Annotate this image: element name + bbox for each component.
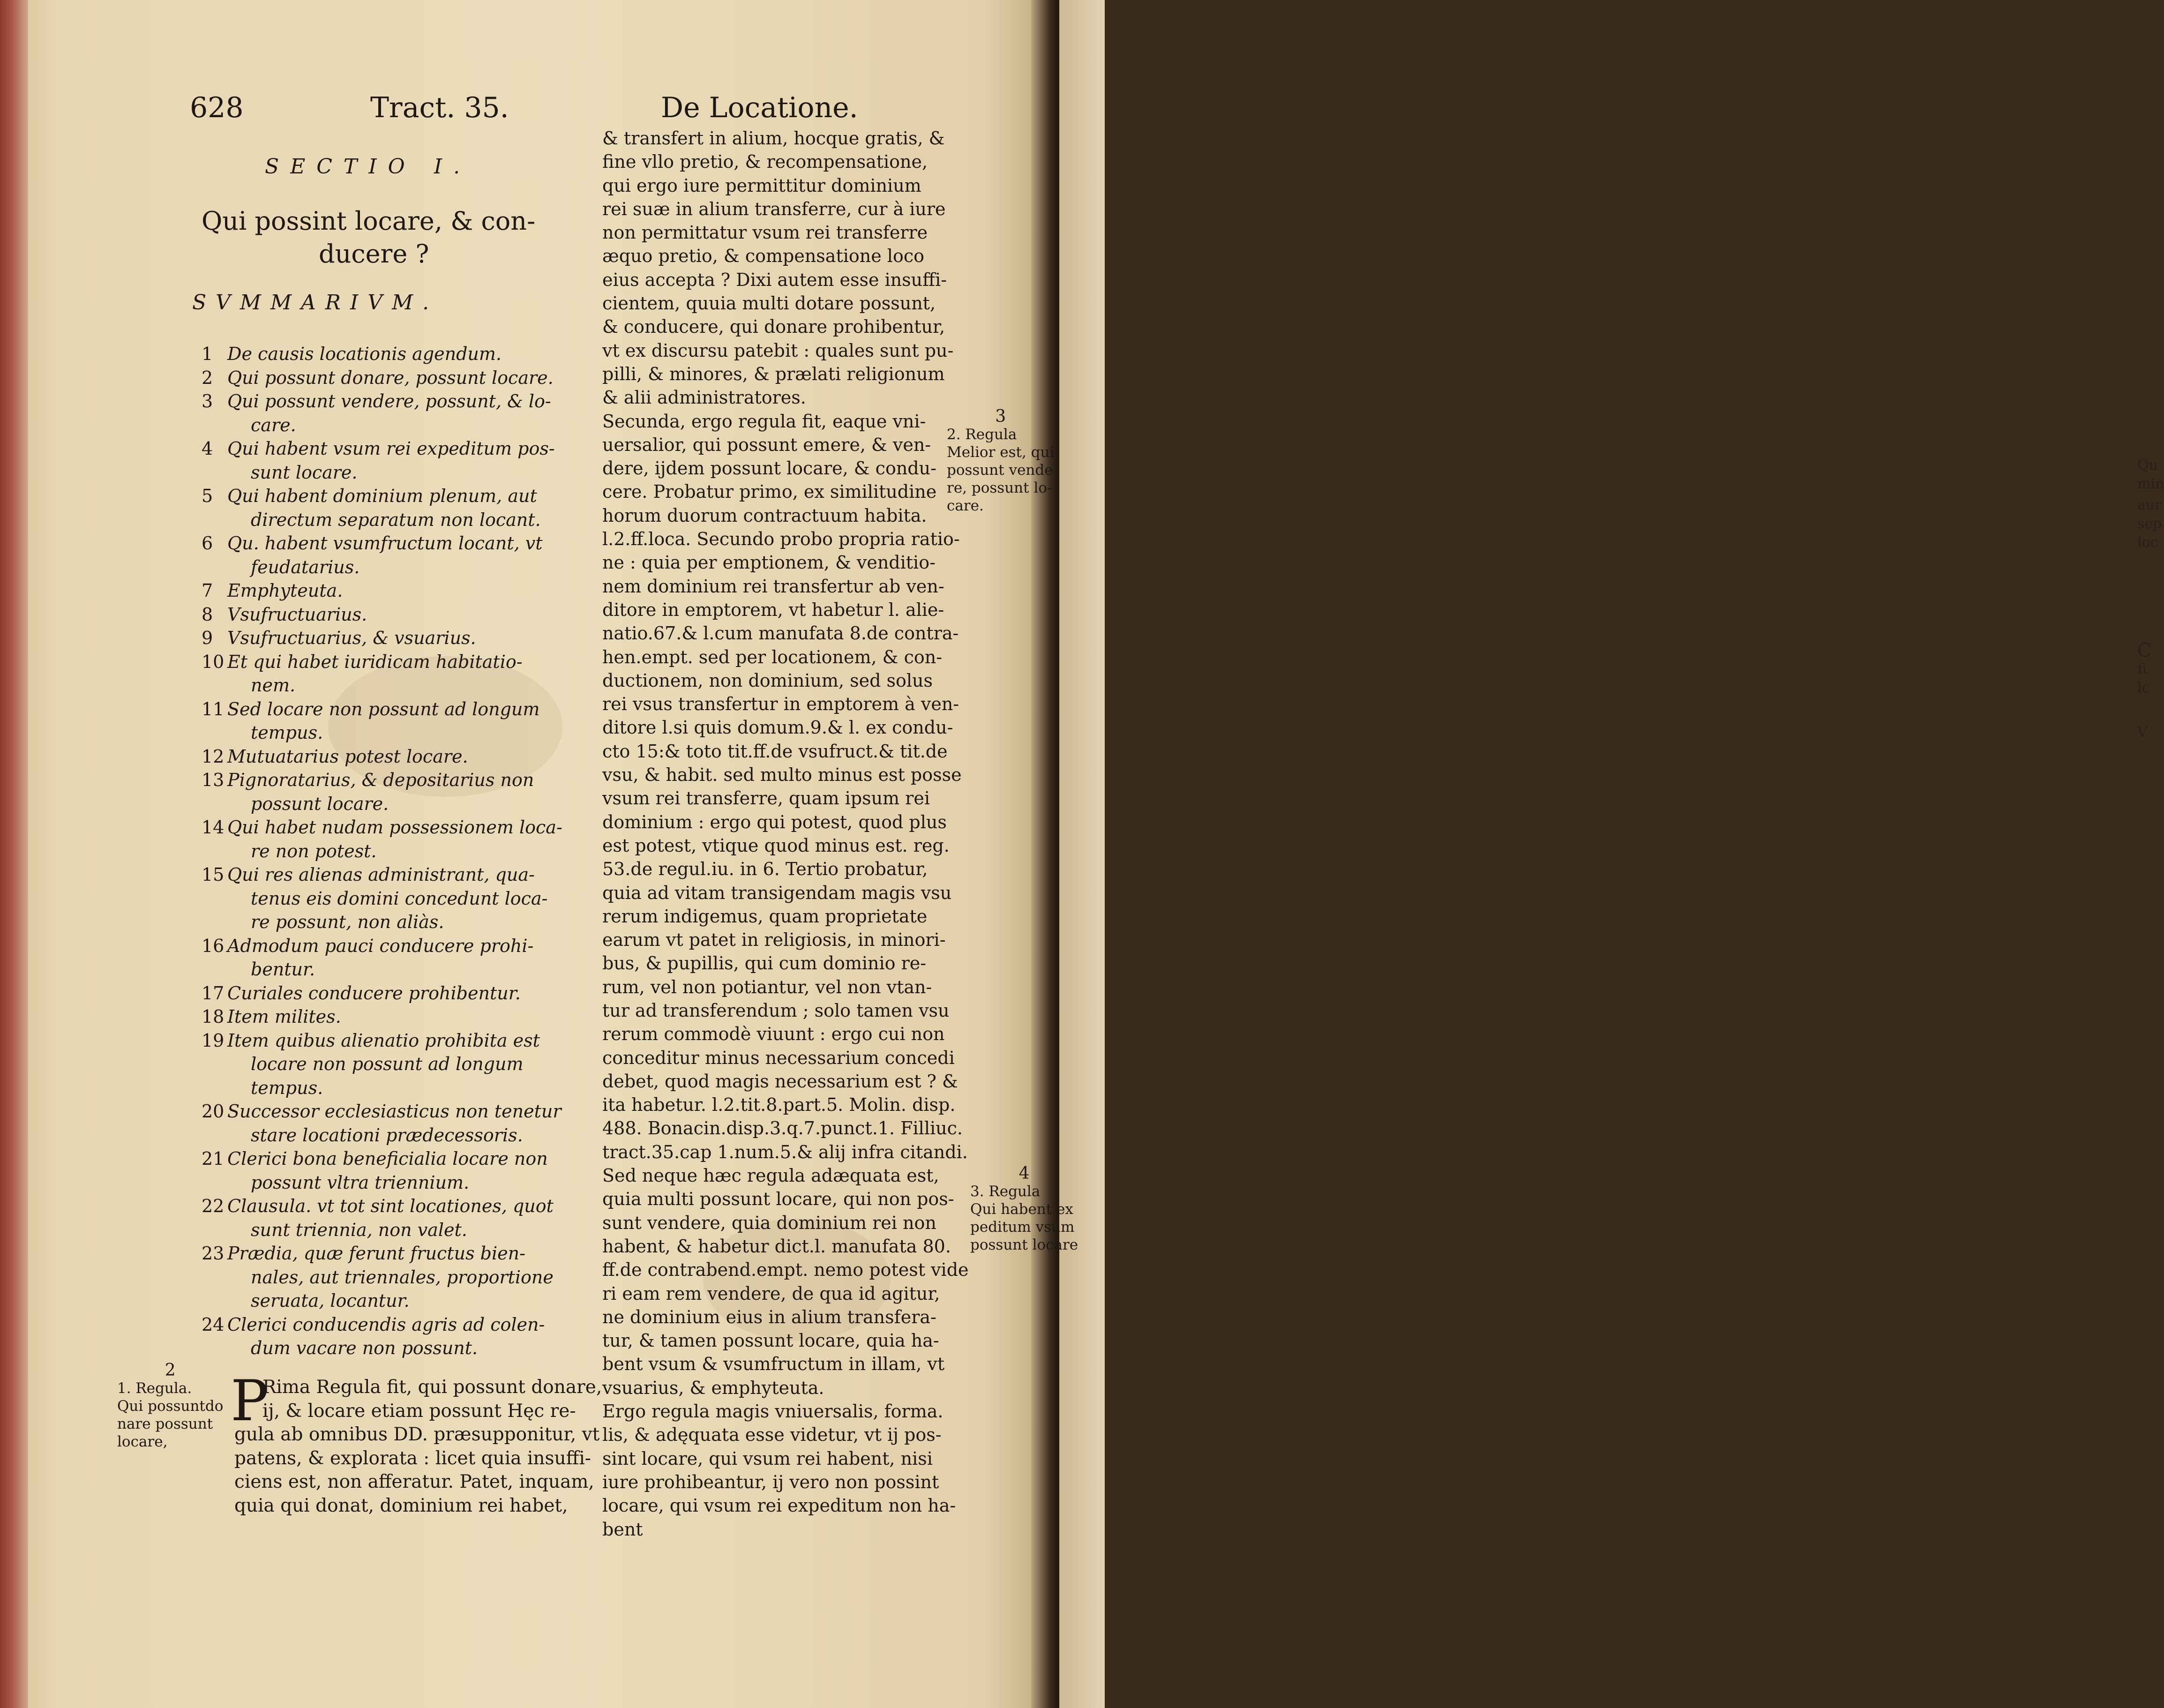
text-line: nem dominium rei transfertur ab ven- [602,576,944,597]
text-line: rei suæ in alium transferre, cur à iure [602,198,946,219]
text-line: tur, & tamen possunt locare, quia ha- [602,1330,939,1351]
margin-note-2 [117,1362,223,1451]
summary-item [202,721,591,745]
text-line: vsum rei transferre, quam ipsum rei [602,788,930,809]
text-line: Secunda, ergo regula fit, eaque vni- [602,411,926,432]
summary-item-number: 4 [202,438,213,459]
text-line: conceditur minus necessarium concedi [602,1047,955,1068]
summary-item [202,1194,591,1218]
margin-note-line: possunt locare [970,1236,1078,1253]
summary-item-number: 7 [202,580,213,601]
summary-item-text: re non potest. [251,840,377,861]
summary-item-number: 13 [202,770,225,790]
text-line: rerum indigemus, quam proprietate [602,906,928,927]
summary-item [202,1289,591,1313]
summary-item-text: Qui res alienas administrant, qua- [227,864,535,885]
text-line: 53.de regul.iu. in 6. Tertio probatur, [602,859,928,880]
facing-page-fragment: aur [2137,497,2162,513]
facing-page-edge [1059,0,2164,1708]
margin-note-line: locare, [117,1433,168,1450]
summary-item-text: Clerici bona beneficialia locare non [227,1148,548,1169]
text-line: dere, ijdem possunt locare, & condu- [602,458,936,479]
text-line: rum, vel non potiantur, vel non vtan- [602,976,932,997]
facing-page-fragment: lc [2137,680,2150,696]
summary-item-text: nales, aut triennales, proportione [251,1266,554,1288]
summary-item [202,342,591,366]
facing-page-fragment: sep [2137,516,2162,532]
text-line: habent, & habetur dict.l. manufata 80. [602,1236,951,1257]
summary-item-number: 14 [202,817,225,838]
summary-item-number: 3 [202,391,213,412]
text-line: rei vsus transfertur in emptorem à ven- [602,694,959,715]
text-line: pilli, & minores, & prælati religionum [602,363,945,384]
summary-item-text: Vsufructuarius. [227,604,367,625]
text-line: debet, quod magis necessarium est ? & [602,1071,958,1092]
summary-item [202,579,591,603]
summary-item [202,768,591,792]
summary-item-number: 20 [202,1101,225,1122]
text-line: vsu, & habit. sed multo minus est posse [602,764,962,786]
text-line: bent [602,1519,643,1540]
text-line: vsuarius, & emphyteuta. [602,1377,824,1398]
page-number: 628 [190,91,244,124]
summary-item [202,390,591,413]
summary-item-text: Item milites. [227,1006,341,1027]
summary-item-number: 19 [202,1030,225,1051]
text-line: ne : quia per emptionem, & venditio- [602,552,936,573]
text-line: ditore in emptorem, vt habetur l. alie- [602,599,944,620]
summary-item [202,1313,591,1337]
summary-item-number: 2 [202,367,213,388]
text-line: vt ex discursu patebit : quales sunt pu- [602,340,954,361]
text-line: bent vsum & vsumfructum in illam, vt [602,1354,945,1375]
text-line: Ergo regula magis vniuersalis, forma. [602,1401,943,1422]
summary-item-number: 21 [202,1148,225,1169]
summary-item [202,1052,591,1076]
text-line: tur ad transferendum ; solo tamen vsu [602,1000,950,1021]
text-line: natio.67.& l.cum manufata 8.de contra- [602,623,959,644]
summary-item [202,1029,591,1053]
text-line: bus, & pupillis, qui cum dominio re- [602,953,927,974]
summary-item-text: De causis locationis agendum. [227,344,502,364]
summary-item [202,958,591,981]
text-line: cientem, quuia multi dotare possunt, [602,293,936,314]
text-line: hen.empt. sed per locationem, & con- [602,646,943,667]
text-line: l.2.ff.loca. Secundo probo propria ratio- [602,529,960,550]
facing-page-fragment: loc [2137,534,2158,551]
summary-item [202,626,591,650]
margin-note-line: 2. Regula [947,426,1017,443]
book-gutter [1031,0,1059,1708]
text-line: dominium : ergo qui potest, quod plus [602,811,947,832]
margin-note-line: peditum vsum [970,1219,1075,1236]
question-title-line: Qui possint locare, & con- [202,206,536,236]
margin-note-line: possunt vende [947,462,1053,479]
summary-item-text: Prædia, quæ ferunt fructus bien- [227,1243,525,1264]
margin-note-line: Qui habent ex [970,1201,1073,1218]
summary-item [202,863,591,887]
text-line: lis, & adęquata esse videtur, vt ij pos- [602,1424,942,1446]
text-line: horum duorum contractuum habita. [602,505,927,526]
text-line: ciens est, non afferatur. Patet, inquam, [234,1471,594,1492]
facing-page-fragment: C [2137,640,2152,661]
summary-item-number: 11 [202,698,225,719]
summary-item-text: stare locationi prædecessoris. [251,1124,523,1146]
text-line: rerum commodè viuunt : ergo cui non [602,1024,945,1045]
summary-item [202,1005,591,1029]
margin-note-line: care. [947,497,984,514]
text-line: fine vllo pretio, & recompensatione, [602,151,928,172]
facing-page-fragment: min [2137,476,2164,492]
margin-note-line: 3. Regula [970,1183,1041,1200]
text-line: earum vt patet in religiosis, in minori- [602,929,946,951]
summary-item [202,555,591,579]
summary-item-number: 24 [202,1314,225,1335]
summary-item-number: 1 [202,344,213,364]
text-line: quia qui donat, dominium rei habet, [234,1495,568,1516]
summary-item-text: Mutuatarius potest locare. [227,746,468,767]
margin-note-number: 4 [1018,1164,1030,1183]
summary-item [202,532,591,555]
text-line: & alii administratores. [602,387,806,408]
facing-page-fragment: Qu [2137,457,2158,473]
text-line: ne dominium eius in alium transfera- [602,1306,936,1327]
text-line: tract.35.cap 1.num.5.& alij infra citandi. [602,1141,968,1162]
left-paragraph-body [234,1423,599,1518]
summary-item [202,934,591,958]
text-line: patens, & explorata : licet quia insuffi- [234,1447,591,1469]
summary-item [202,697,591,721]
summary-item-number: 8 [202,604,213,625]
facing-page-fragment: fi [2137,661,2147,677]
text-line: cere. Probatur primo, ex similitudine [602,481,937,502]
text-line: quia ad vitam transigendam magis vsu [602,882,952,903]
summary-item [202,1076,591,1100]
summary-item-text: Qui habent vsum rei expeditum pos- [227,438,555,459]
summary-item [202,603,591,627]
summary-item-text: locare non possunt ad longum [251,1054,524,1074]
summary-item-text: care. [251,414,296,435]
summary-item-number: 6 [202,533,213,554]
summary-item [202,816,591,839]
text-line: ff.de contrabend.empt. nemo potest vide [602,1259,969,1281]
right-column-text [602,127,969,1541]
margin-note-4 [970,1165,1078,1254]
summary-item [202,1336,591,1360]
margin-note-number: 2 [165,1361,176,1380]
summary-item-text: Qui habet nudam possessionem loca- [227,817,562,838]
summary-item-text: possunt vltra triennium. [251,1172,470,1193]
summary-item-text: Sed locare non possunt ad longum [227,698,540,719]
text-line: gula ab omnibus DD. præsupponitur, vt [234,1424,600,1445]
summary-item-text: Successor ecclesiasticus non tenetur [227,1101,562,1122]
summary-item [202,1124,591,1147]
summary-item-text: sunt triennia, non valet. [251,1219,467,1240]
summary-item-text: Qui possunt donare, possunt locare. [227,367,554,388]
summary-item-number: 5 [202,486,213,506]
summary-item-text: Curiales conducere prohibentur. [227,982,521,1004]
summary-item [202,413,591,437]
summary-item-number: 18 [202,1006,225,1027]
summary-item-text: seruata, locantur. [251,1290,410,1311]
summary-item-text: Et qui habet iuridicam habitatio- [227,651,523,672]
text-line: & transfert in alium, hocque gratis, & [602,128,945,149]
text-line: quia multi possunt locare, qui non pos- [602,1189,954,1210]
summary-item [202,1171,591,1195]
summary-item [202,1242,591,1266]
summary-item-text: feudatarius. [251,556,360,577]
text-line: eius accepta ? Dixi autem esse insuffi- [602,269,947,290]
summary-item-text: Qu. habent vsumfructum locant, vt [227,533,543,554]
text-line: est potest, vtique quod minus est. reg. [602,835,950,856]
summary-item-text: Item quibus alienatio prohibita est [227,1030,540,1051]
summary-item-text: Clerici conducendis agris ad colen- [227,1314,545,1335]
text-line: locare, qui vsum rei expeditum non ha- [602,1495,956,1516]
text-line: uersalior, qui possunt emere, & ven- [602,434,931,455]
summary-item-text: Clausula. vt tot sint locationes, quot [227,1196,554,1216]
text-line: Rima Regula fit, qui possunt donare, [262,1377,602,1398]
margin-note-line: nare possunt [117,1416,213,1432]
margin-note-line: Qui possuntdo [117,1398,224,1415]
summary-item-text: Qui habent dominium plenum, aut [227,486,537,506]
summary-item-text: possunt locare. [251,793,389,814]
text-line: & conducere, qui donare prohibentur, [602,316,945,337]
summary-item [202,461,591,485]
red-page-edge [0,0,28,1708]
text-line: sunt vendere, quia dominium rei non [602,1212,936,1233]
summary-list [202,342,591,1360]
text-line: cto 15:& toto tit.ff.de vsufruct.& tit.de [602,741,948,762]
text-line: ij, & locare etiam possunt Hęc re- [262,1400,576,1422]
summary-item-text: Pignoratarius, & depositarius non [227,770,534,790]
margin-note-line: Melior est, qui [947,444,1055,461]
summary-item-text: Vsufructuarius, & vsuarius. [227,628,476,648]
summary-item [202,887,591,911]
summary-item-text: sunt locare. [251,462,358,483]
tract-label: Tract. 35. [370,91,509,124]
summary-item-number: 16 [202,935,225,956]
summary-item [202,508,591,532]
margin-note-3 [947,408,1054,515]
summary-item-text: Qui possunt vendere, possunt, & lo- [227,391,551,412]
text-line: ductionem, non dominium, sed solus [602,670,933,691]
summary-item-text: dum vacare non possunt. [251,1338,478,1358]
summary-item [202,792,591,816]
text-line: sint locare, qui vsum rei habent, nisi [602,1448,933,1469]
text-line: qui ergo iure permittitur dominium [602,175,921,196]
summary-item [202,745,591,769]
text-line: Sed neque hæc regula adæquata est, [602,1165,939,1186]
summary-item [202,1266,591,1289]
margin-note-number: 3 [995,407,1006,426]
drop-cap: P [231,1369,269,1434]
summary-item-text: tenus eis domini concedunt loca- [251,888,548,909]
text-line: ditore l.si quis domum.9.& l. ex condu- [602,717,953,738]
summary-item [202,981,591,1005]
summary-item-text: tempus. [251,1077,323,1098]
summary-item-text: directum separatum non locant. [251,509,541,530]
summary-item [202,1100,591,1124]
summary-item [202,650,591,674]
margin-note-line: re, possunt lo- [947,479,1052,496]
summary-item-text: nem. [251,675,296,696]
summary-item-text: bentur. [251,959,315,980]
question-title-line: ducere ? [319,239,429,269]
summary-item [202,674,591,697]
summary-heading: SVMMARIVM. [192,291,439,315]
text-line: ri eam rem vendere, de qua id agitur, [602,1283,940,1304]
text-line: non permittatur vsum rei transferre [602,222,928,243]
summary-item-number: 10 [202,651,225,672]
summary-item [202,437,591,461]
text-line: ita habetur. l.2.tit.8.part.5. Molin. disp. [602,1094,956,1116]
text-line: iure prohibeantur, ij vero non possint [602,1471,939,1492]
summary-item-number: 12 [202,746,225,767]
text-line: æquo pretio, & compensatione loco [602,246,924,267]
summary-item-text: Admodum pauci conducere prohi- [227,935,534,956]
running-title: De Locatione. [661,91,858,124]
summary-item-number: 9 [202,628,213,648]
summary-item-text: re possunt, non aliàs. [251,912,444,932]
summary-item [202,1147,591,1171]
summary-item [202,366,591,390]
summary-item-text: Emphyteuta. [227,580,343,601]
facing-page-fragment: V [2137,724,2148,741]
summary-item [202,484,591,508]
summary-item-text: tempus. [251,722,323,743]
summary-item-number: 22 [202,1196,225,1216]
section-heading: SECTIO I. [265,155,472,179]
margin-note-line: 1. Regula. [117,1380,192,1397]
summary-item-number: 17 [202,982,225,1004]
summary-item [202,1218,591,1242]
summary-item-number: 23 [202,1243,225,1264]
summary-item [202,839,591,863]
text-line: 488. Bonacin.disp.3.q.7.punct.1. Filliuc. [602,1118,963,1139]
summary-item-number: 15 [202,864,225,885]
left-paragraph-head [262,1376,602,1423]
summary-item [202,910,591,934]
